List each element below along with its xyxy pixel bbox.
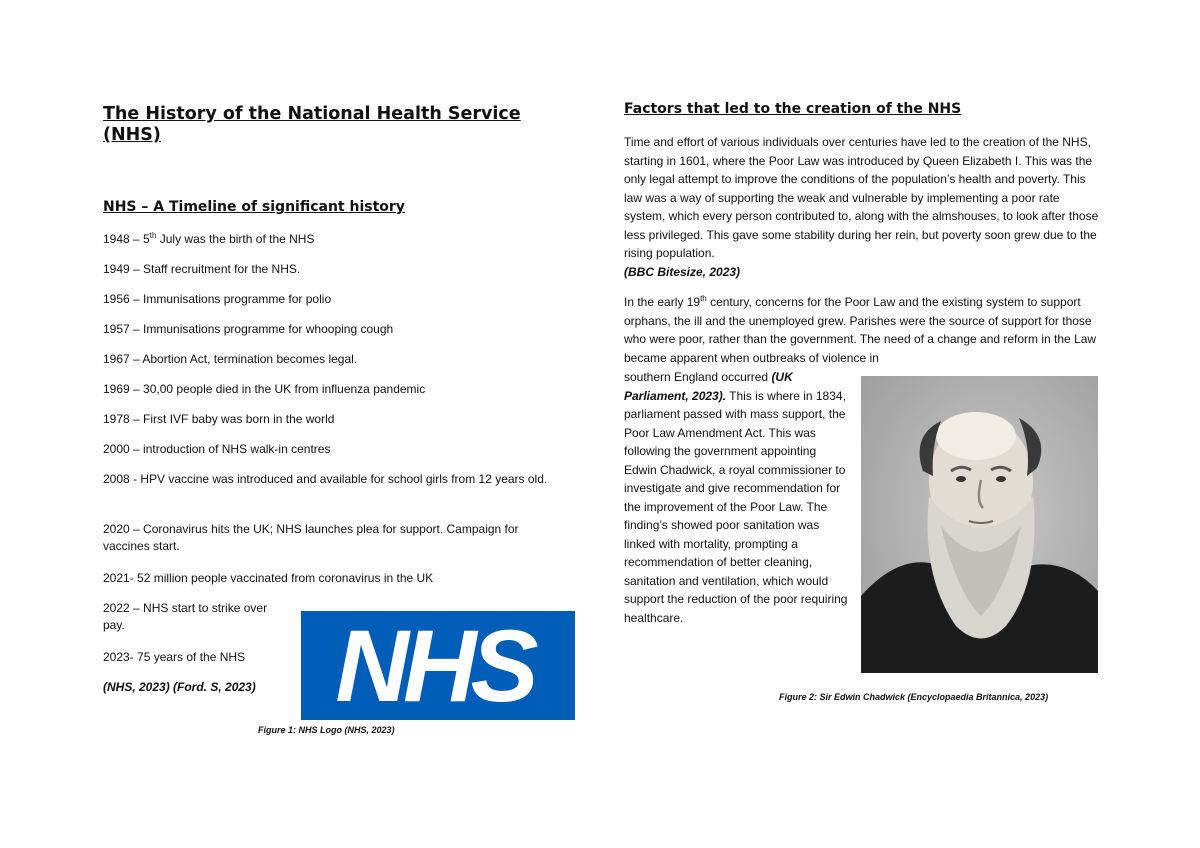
timeline-item: 1969 – 30,00 people died in the UK from influenza pandemic	[103, 382, 426, 396]
chadwick-portrait-image	[861, 376, 1098, 673]
timeline-item: 1967 – Abortion Act, termination becomes legal.	[103, 352, 358, 366]
timeline-item: 2023- 75 years of the NHS	[103, 650, 246, 664]
section-heading: Factors that led to the creation of the NHS	[624, 101, 962, 117]
paragraph-poor-law: Time and effort of various individuals over centuries have led to the creation of the NHS, starting in 1601, where the Poor Law was introduced by Queen Elizabeth I. This was the only legal attempt to improve the conditions of the population’s health and poverty. This law was a way of supporting the weak and vulnerable by implementing a poor rate system, which every person contributed to, along with the almshouses, to look after those less privileged. This gave some stability during her rein, but poverty soon grew due to the rising population. (BBC Bitesize, 2023)	[624, 135, 1099, 279]
page-title: The History of the National Health Service (NHS)	[103, 104, 521, 145]
timeline-item: 1957 – Immunisations programme for whooping cough	[103, 322, 394, 336]
nhs-logo	[301, 608, 575, 723]
paragraph-amendment-act: southern England occurred (UK Parliament, 2023). This is where in 1834, parliament passed with mass support, the Poor Law Amendment Act. This was following the government appointing Edwin Chadwick, a royal commissioner to investigate and give recommendation for the improvement of the Poor Law. The finding’s showed poor sanitation was linked with mortality, prompting a recommendation of better cleaning, sanitation and ventilation, which would support the reduction of the poor requiring healthcare.	[624, 370, 848, 625]
figure-1-caption: Figure 1: NHS Logo (NHS, 2023)	[258, 725, 395, 735]
timeline-item: 1956 – Immunisations programme for polio	[103, 292, 332, 306]
portrait-illustration	[861, 376, 1098, 673]
timeline-citation: (NHS, 2023) (Ford. S, 2023)	[103, 680, 256, 694]
timeline-item: 1948 – 5th July was the birth of the NHS	[103, 231, 315, 246]
citation: (UK Parliament, 2023).	[624, 370, 793, 403]
figure-2-caption: Figure 2: Sir Edwin Chadwick (Encyclopaedia Britannica, 2023)	[779, 692, 1049, 702]
timeline-item: 2008 - HPV vaccine was introduced and available for school girls from 12 years old.	[103, 472, 548, 486]
timeline-heading: NHS – A Timeline of significant history	[103, 199, 405, 215]
timeline-item: 2020 – Coronavirus hits the UK; NHS launches plea for support. Campaign for vaccines start.	[103, 522, 519, 553]
timeline-item: 2022 – NHS start to strike over pay.	[103, 601, 268, 632]
nhs-logo-text: NHS	[335, 608, 533, 723]
timeline-item: 2000 – introduction of NHS walk-in centres	[103, 442, 331, 456]
timeline-item: 1978 – First IVF baby was born in the world	[103, 412, 335, 426]
citation: (BBC Bitesize, 2023)	[624, 264, 741, 279]
timeline-item: 2021- 52 million people vaccinated from coronavirus in the UK	[103, 571, 434, 585]
timeline-item: 1949 – Staff recruitment for the NHS.	[103, 262, 301, 276]
paragraph-19th-century: In the early 19th century, concerns for the Poor Law and the existing system to support orphans, the ill and the unemployed grew. Parishes were the source of support for those who were poor, rather than the government. The need of a change and reform in the Law became apparent when outbreaks of violence in	[624, 294, 1097, 365]
